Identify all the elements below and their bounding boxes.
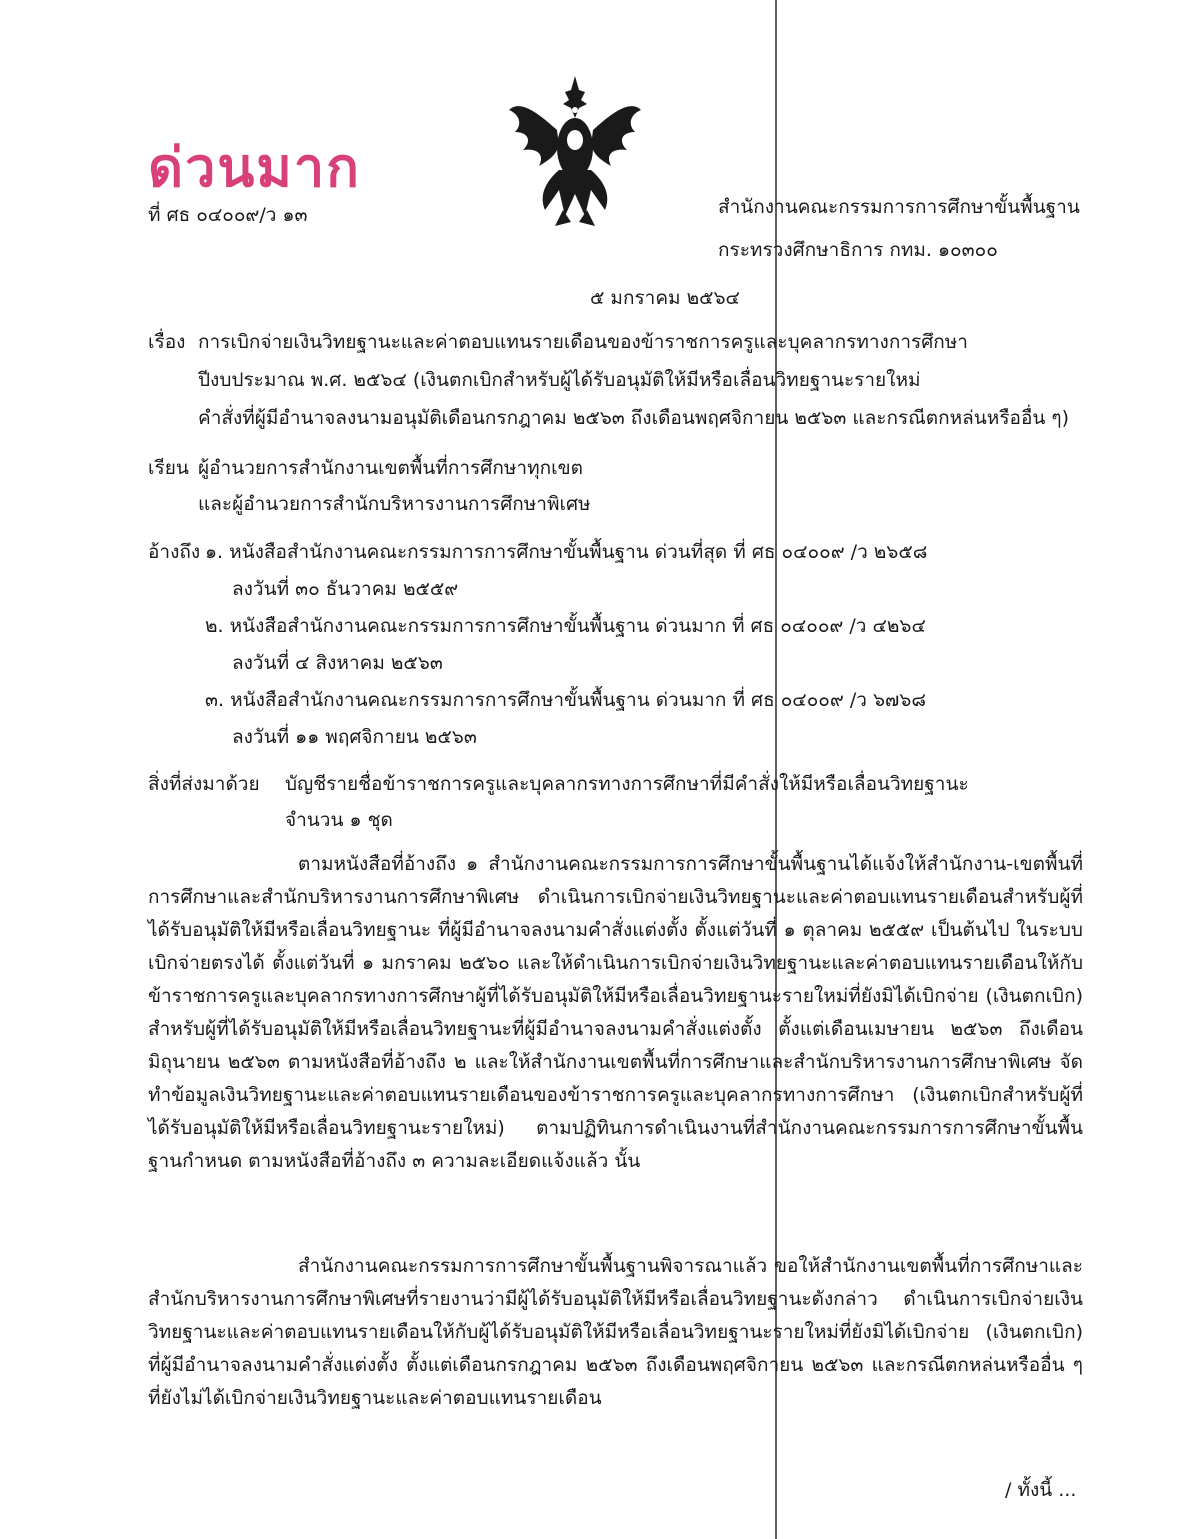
urgency-stamp: ด่วนมาก xyxy=(148,135,361,199)
reference-date: ลงวันที่ ๓๐ ธันวาคม ๒๕๕๙ xyxy=(232,578,459,600)
subject-label: เรื่อง xyxy=(148,331,186,353)
reference-date: ลงวันที่ ๔ สิงหาคม ๒๕๖๓ xyxy=(232,652,443,674)
subject-line: การเบิกจ่ายเงินวิทยฐานะและค่าตอบแทนรายเดือนของข้าราชการครูและบุคลากรทางการศึกษา xyxy=(198,331,968,353)
reference-date: ลงวันที่ ๑๑ พฤศจิกายน ๒๕๖๓ xyxy=(232,726,477,748)
body-paragraph-1 xyxy=(148,848,1083,1178)
recipient-line: ผู้อำนวยการสำนักงานเขตพื้นที่การศึกษาทุกเขต xyxy=(198,457,583,479)
office-address: กระทรวงศึกษาธิการ กทม. ๑๐๓๐๐ xyxy=(718,239,998,261)
subject-line: ปีงบประมาณ พ.ศ. ๒๕๖๔ (เงินตกเบิกสำหรับผู้ได้รับอนุมัติให้มีหรือเลื่อนวิทยฐานะรายใหม่ xyxy=(198,369,921,391)
subject-line: คำสั่งที่ผู้มีอำนาจลงนามอนุมัติเดือนกรกฎาคม ๒๕๖๓ ถึงเดือนพฤศจิกายน ๒๕๖๓ และกรณีตกหล่นหรืออื่น ๆ) xyxy=(198,407,1069,429)
continuation-marker: / ทั้งนี้ ... xyxy=(1005,1479,1077,1501)
reference-item: ๓. หนังสือสำนักงานคณะกรรมการการศึกษาขั้นพื้นฐาน ด่วนมาก ที่ ศธ ๐๔๐๐๙ /ว ๖๗๖๘ xyxy=(205,689,927,711)
document-number: ที่ ศธ ๐๔๐๐๙/ว ๑๓ xyxy=(148,204,308,226)
reference-item: ๑. หนังสือสำนักงานคณะกรรมการการศึกษาขั้นพื้นฐาน ด่วนที่สุด ที่ ศธ ๐๔๐๐๙ /ว ๒๖๕๘ xyxy=(205,541,928,563)
enclosure-count: จำนวน ๑ ชุด xyxy=(285,809,393,831)
paragraph-text: ตามหนังสือที่อ้างถึง ๑ สำนักงานคณะกรรมการการศึกษาขั้นพื้นฐานได้แจ้งให้สำนักงาน-เขตพื้นที่การศึกษาและสำนักบริหารงานการศึกษาพิเศษ ดำเนินการเบิกจ่ายเงินวิทยฐานะและค่าตอบแทนรายเดือนสำหรับผู้ที่ได้รับอนุมัติให้มีหรือเลื่อนวิทยฐานะ ที่ผู้มีอำนาจลงนามคำสั่งแต่งตั้ง ตั้งแต่วันที่ ๑ ตุลาคม ๒๕๕๙ เป็นต้นไป ในระบบเบิกจ่ายตรงได้ ตั้งแต่วันที่ ๑ มกราคม ๒๕๖๐ และให้ดำเนินการเบิกจ่ายเงินวิทยฐานะและค่าตอบแทนรายเดือนให้กับข้าราชการครูและบุคลากรทางการศึกษาผู้ที่ได้รับอนุมัติให้มีหรือเลื่อนวิทยฐานะรายใหม่ที่ยังมิได้เบิกจ่าย (เงินตกเบิก) สำหรับผู้ที่ได้รับอนุมัติให้มีหรือเลื่อนวิทยฐานะที่ผู้มีอำนาจลงนามคำสั่งแต่งตั้ง ตั้งแต่เดือนเมษายน ๒๕๖๓ ถึงเดือนมิถุนายน ๒๕๖๓ ตามหนังสือที่อ้างถึง ๒ และให้สำนักงานเขตพื้นที่การศึกษาและสำนักบริหารงานการศึกษาพิเศษ จัดทำข้อมูลเงินวิทยฐานะและค่าตอบแทนรายเดือนของข้าราชการครูและบุคลากรทางการศึกษา (เงินตกเบิกสำหรับผู้ที่ได้รับอนุมัติให้มีหรือเลื่อนวิทยฐานะรายใหม่) ตามปฏิทินการดำเนินงานที่สำนักงานคณะกรรมการการศึกษาขั้นพื้นฐานกำหนด ตามหนังสือที่อ้างถึง ๓ ความละเอียดแจ้งแล้ว นั้น xyxy=(148,853,1083,1172)
reference-item: ๒. หนังสือสำนักงานคณะกรรมการการศึกษาขั้นพื้นฐาน ด่วนมาก ที่ ศธ ๐๔๐๐๙ /ว ๔๒๖๔ xyxy=(205,615,926,637)
references-label: อ้างถึง xyxy=(148,541,201,563)
document-date: ๕ มกราคม ๒๕๖๔ xyxy=(590,287,740,309)
issuing-office: สำนักงานคณะกรรมการการศึกษาขั้นพื้นฐาน xyxy=(718,196,1080,218)
garuda-emblem-icon xyxy=(505,70,645,230)
recipient-line: และผู้อำนวยการสำนักบริหารงานการศึกษาพิเศษ xyxy=(198,493,591,515)
enclosure-label: สิ่งที่ส่งมาด้วย xyxy=(148,773,260,795)
body-paragraph-2 xyxy=(148,1250,1083,1415)
enclosure-line: บัญชีรายชื่อข้าราชการครูและบุคลากรทางการศึกษาที่มีคำสั่งให้มีหรือเลื่อนวิทยฐานะ xyxy=(285,773,969,795)
paragraph-text: สำนักงานคณะกรรมการการศึกษาขั้นพื้นฐานพิจารณาแล้ว ขอให้สำนักงานเขตพื้นที่การศึกษาและสำนักบริหารงานการศึกษาพิเศษที่รายงานว่ามีผู้ได้รับอนุมัติให้มีหรือเลื่อนวิทยฐานะดังกล่าว ดำเนินการเบิกจ่ายเงินวิทยฐานะและค่าตอบแทนรายเดือนให้กับผู้ได้รับอนุมัติให้มีหรือเลื่อนวิทยฐานะรายใหม่ที่ยังมิได้เบิกจ่าย (เงินตกเบิก) ที่ผู้มีอำนาจลงนามคำสั่งแต่งตั้ง ตั้งแต่เดือนกรกฎาคม ๒๕๖๓ ถึงเดือนพฤศจิกายน ๒๕๖๓ และกรณีตกหล่นหรืออื่น ๆ ที่ยังไม่ได้เบิกจ่ายเงินวิทยฐานะและค่าตอบแทนรายเดือน xyxy=(148,1255,1083,1409)
recipient-label: เรียน xyxy=(148,457,189,479)
